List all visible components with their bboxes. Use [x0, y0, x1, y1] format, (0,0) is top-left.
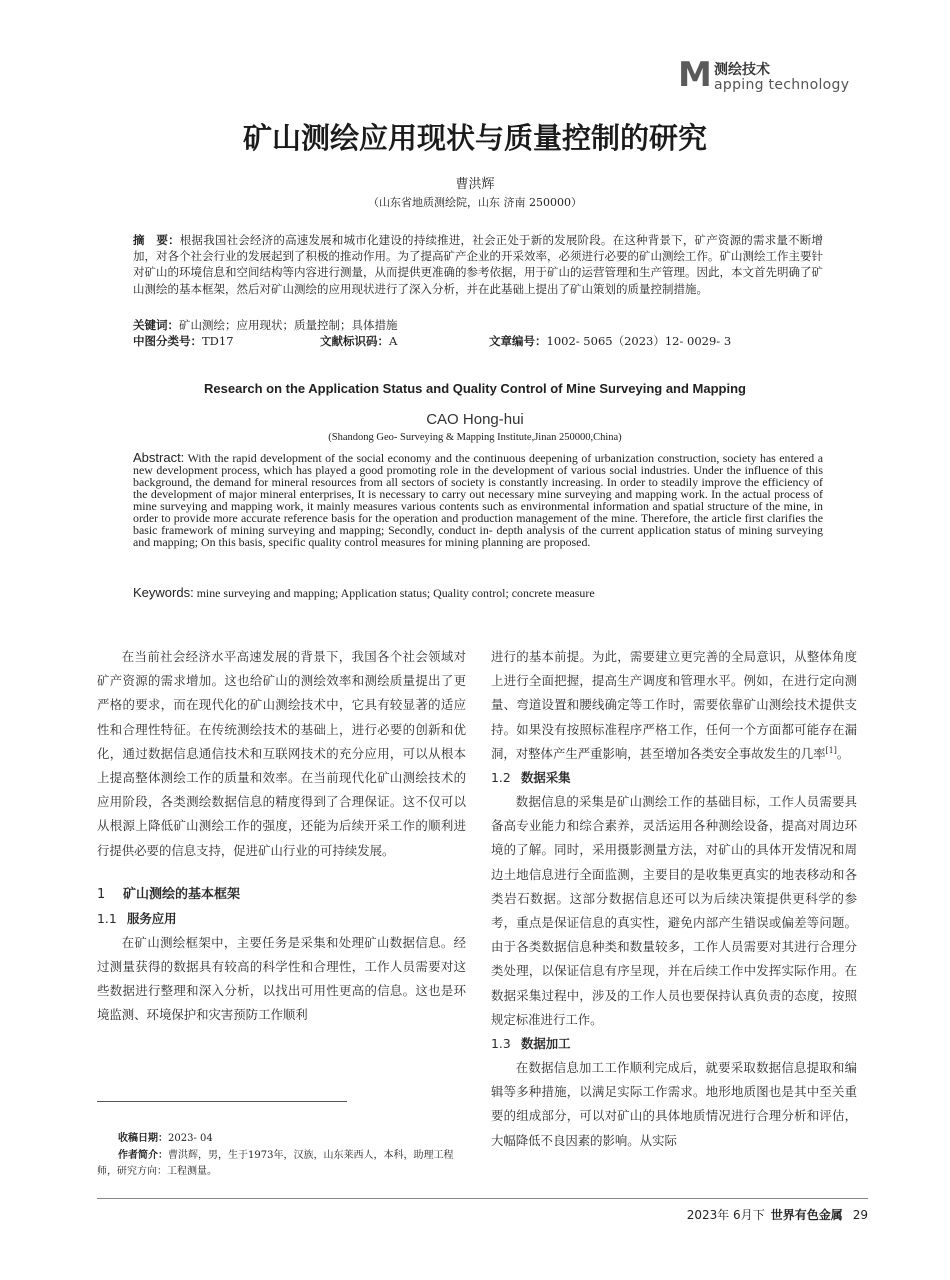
article-no-value: 1002- 5065（2023）12- 0029- 3	[546, 334, 732, 348]
bio-label: 作者简介：	[118, 1150, 168, 1161]
body-paragraph: 数据信息的采集是矿山测绘工作的基础目标，工作人员需要具备高专业能力和综合素养，灵活运用各种测绘设备，提高对周边环境的了解。同时，采用摄影测量方法，对矿山的具体开发情况和周边土地信息进行全面监测，主要目的是收集更真实的地表移动和各类岩石数据。这部分数据信息还可以为后续决策提供更科学的参考，重点是保证信息的真实性，避免内部产生错误或偏差等问题。由于各类数据信息种类和数量较多，工作人员需要对其进行合理分类处理，以保证信息有序呈现，并在后续工作中发挥实际作用。在数据采集过程中，涉及的工作人员也要保持认真负责的态度，按照规定标准进行工作。	[491, 794, 857, 1027]
document-code	[320, 333, 397, 349]
section-title: 矿山测绘的基本框架	[123, 886, 241, 902]
classification-label: 中图分类号：	[133, 334, 202, 348]
received-value: 2023- 04	[168, 1133, 213, 1144]
abstract-cn-text: 根据我国社会经济的高速发展和城市化建设的持续推进，社会正处于新的发展阶段。在这种背景下，矿产资源的需求量不断增加，对各个社会行业的发展起到了积极的推动作用。为了提高矿产企业的开采效率，必须进行必要的矿山测绘工作。矿山测绘工作主要针对矿山的环境信息和空间结构等内容进行测量，从而提供更准确的参考依据，用于矿山的运营管理和生产管理。因此，本文首先明确了矿山测绘的基本框架，然后对矿山测绘的应用现状进行了深入分析，并在此基础上提出了矿山策划的质量控制措施。	[133, 233, 823, 296]
subsection-heading-1-1	[97, 907, 466, 931]
journal-name: 世界有色金属	[770, 1208, 843, 1222]
keywords-en-label: Keywords:	[133, 585, 194, 600]
abstract-cn	[133, 232, 823, 297]
body-right-column	[491, 645, 857, 1153]
subsection-title: 数据加工	[521, 1036, 571, 1052]
keywords-cn-text: 矿山测绘；应用现状；质量控制；具体措施	[179, 318, 398, 332]
abstract-en-label: Abstract:	[133, 450, 185, 465]
page-number: 29	[852, 1208, 868, 1222]
abstract-en-text: With the rapid development of the social economy and the continuous deepening of urbanization construction, society has entered a new development process, which has played a good promoting role in the development of various social industries. Under the influence of this background, the demand for mineral resources from all sectors of society is constantly increasing. In order to steadily improve the efficiency of the development of major mineral enterprises, It is necessary to carry out necessary mine surveying and mapping work. In the actual process of mine surveying and mapping work, it mainly measures various contents such as environmental information and spatial structure of the mine, in order to provide more accurate reference basis for the operation and production management of the mine. Therefore, the article first clarifies the basic framework of mining surveying and mapping; Secondly, conduct in- depth analysis of the current application status of mining surveying and mapping; On this basis, specific quality control measures for mining planning are proposed.	[133, 451, 824, 549]
paper-title-en: Research on the Application Status and Quality Control of Mine Surveying and Mapping	[204, 381, 746, 396]
page-footer	[687, 1206, 868, 1224]
subsection-heading-1-2	[491, 766, 857, 790]
logo-letter: M	[678, 55, 712, 95]
article-number	[489, 333, 731, 349]
subsection-number: 1.2	[491, 770, 511, 786]
keywords-en-text: mine surveying and mapping; Application status; Quality control; concrete measure	[196, 586, 595, 600]
classification-value: TD17	[202, 334, 234, 348]
logo-cn-text: 测绘技术	[714, 62, 770, 78]
footer-divider	[97, 1198, 868, 1199]
author-name: 曹洪辉	[455, 177, 495, 192]
article-no-label: 文章编号：	[489, 334, 547, 348]
body-paragraph: 在数据信息加工工作顺利完成后，就要采取数据信息提取和编辑等多种措施，以满足实际工作需求。地形地质图也是其中至关重要的组成部分，可以对矿山的具体地质情况进行合理分析和评估，大幅降低不良因素的影响。从实际	[491, 1060, 857, 1148]
issue-date: 2023年 6月下	[686, 1208, 765, 1222]
author-name-en: CAO Hong-hui	[426, 411, 524, 428]
bio-text: 曹洪辉，男，生于1973年，汉族，山东莱西人，本科，助理工程师，研究方向：工程测量。	[97, 1150, 454, 1177]
abstract-en	[133, 452, 823, 549]
footnote-author-bio	[97, 1148, 466, 1180]
body-paragraph	[491, 645, 857, 766]
keywords-cn-label: 关键词：	[133, 318, 179, 332]
section-number: 1	[97, 886, 106, 902]
author-affiliation-en: (Shandong Geo- Surveying & Mapping Institute,Jinan 250000,China)	[328, 432, 622, 443]
subsection-number: 1.3	[491, 1036, 511, 1052]
footnote-divider	[97, 1101, 347, 1102]
body-left-column	[97, 645, 466, 1028]
footnote-received	[97, 1131, 466, 1147]
doc-code-label: 文献标识码：	[320, 334, 389, 348]
subsection-title: 服务应用	[127, 910, 177, 926]
author-affiliation: （山东省地质测绘院，山东 济南 250000）	[368, 196, 582, 209]
keywords-en	[133, 586, 823, 600]
logo-en-text: apping technology	[714, 77, 850, 93]
journal-logo	[678, 55, 858, 96]
keywords-cn	[133, 317, 823, 333]
paragraph-end: 。	[836, 745, 850, 761]
abstract-cn-label: 摘 要：	[133, 233, 180, 247]
section-heading-1	[97, 883, 466, 907]
body-paragraph: 在矿山测绘框架中，主要任务是采集和处理矿山数据信息。经过测量获得的数据具有较高的科学性和合理性，工作人员需要对这些数据进行整理和深入分析，以找出可用性更高的信息。这也是环境监测、环境保护和灾害预防工作顺利	[97, 934, 466, 1023]
subsection-number: 1.1	[97, 910, 117, 926]
subsection-title: 数据采集	[521, 770, 571, 786]
paragraph-text: 进行的基本前提。为此，需要建立更完善的全局意识，从整体角度上进行全面把握，提高生产调度和管理水平。例如，在进行定向测量、弯道设置和腰线确定等工作时，需要依靠矿山测绘技术提供支持。如果没有按照标准程序严格工作，任何一个方面都可能存在漏洞，对整体产生严重影响，甚至增加各类安全事故发生的几率	[491, 649, 857, 761]
paper-title: 矿山测绘应用现状与质量控制的研究	[242, 121, 707, 155]
received-label: 收稿日期：	[118, 1133, 168, 1144]
subsection-heading-1-3	[491, 1032, 857, 1056]
doc-code-value: A	[389, 334, 398, 348]
body-paragraph: 在当前社会经济水平高速发展的背景下，我国各个社会领域对矿产资源的需求增加。这也给矿山的测绘效率和测绘质量提出了更严格的要求，而在现代化的矿山测绘技术中，它具有较显著的适应性和合理性特征。在传统测绘技术的基础上，进行必要的创新和优化，通过数据信息通信技术和互联网技术的充分应用，可以从根本上提高整体测绘工作的质量和效率。在当前现代化矿山测绘技术的应用阶段，各类测绘数据信息的精度得到了合理保证。这不仅可以从根源上降低矿山测绘工作的强度，还能为后续开采工作的顺利进行提供必要的信息支持，促进矿山行业的可持续发展。	[97, 649, 466, 858]
citation-ref[interactable]: [1]	[825, 745, 837, 755]
classification-number	[133, 333, 234, 349]
